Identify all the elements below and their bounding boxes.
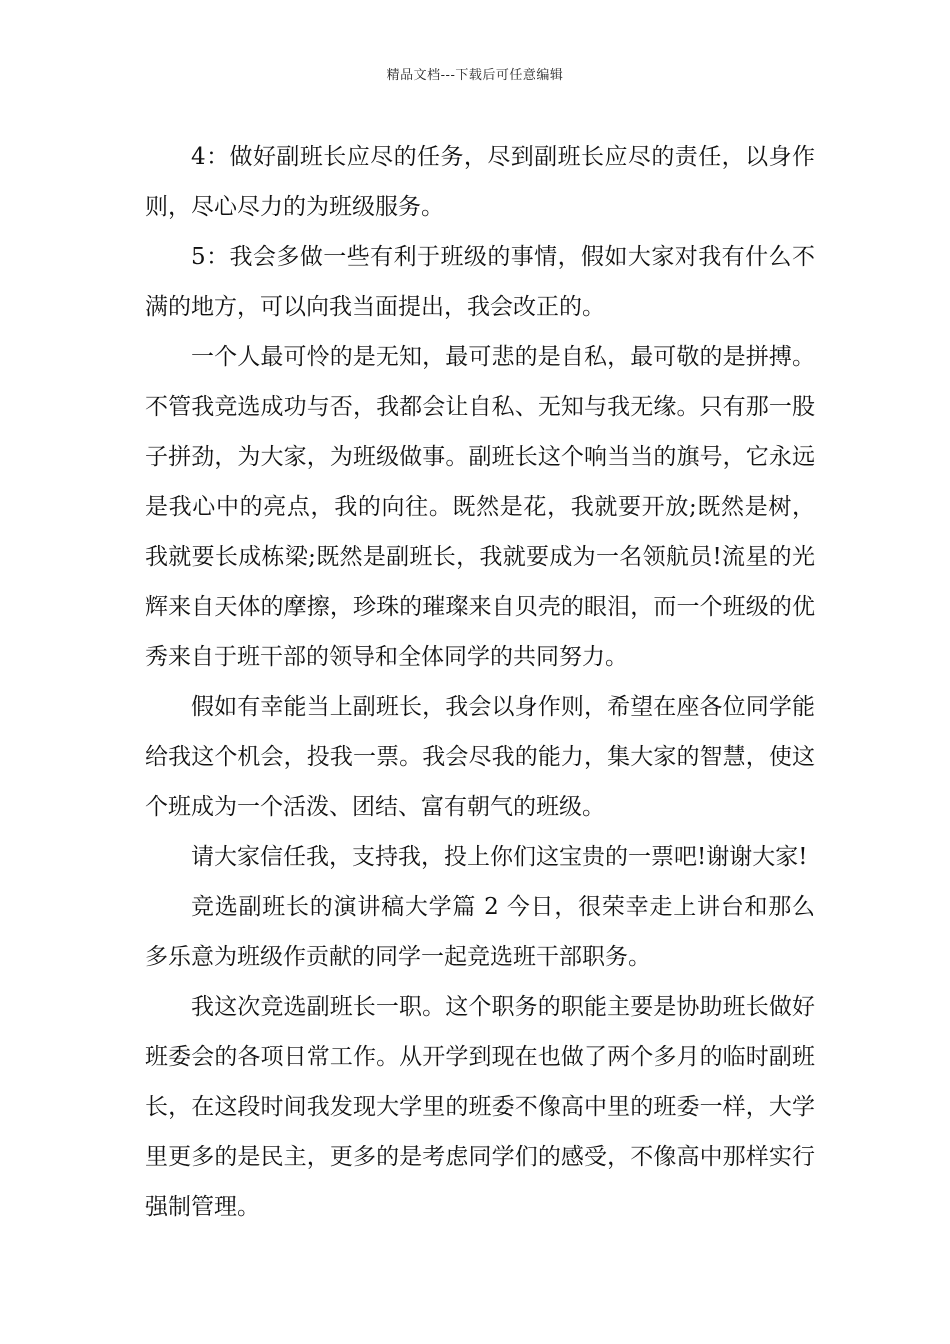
paragraph: 5：我会多做一些有利于班级的事情，假如大家对我有什么不满的地方，可以向我当面提出，我会改正的。 [145,244,815,320]
paragraph: 我这次竞选副班长一职。这个职务的职能主要是协助班长做好班委会的各项日常工作。从开学到现在也做了两个多月的临时副班长，在这段时间我发现大学里的班委不像高中里的班委一样，大学里更多的是民主，更多的是考虑同学们的感受，不像高中那样实行强制管理。 [145,994,815,1220]
paragraph: 竞选副班长的演讲稿大学篇 2 今日，很荣幸走上讲台和那么多乐意为班级作贡献的同学一起竞选班干部职务。 [145,894,815,970]
document-body [145,132,815,1232]
page-header: 精品文档---下载后可任意编辑 [386,68,564,83]
paragraph: 假如有幸能当上副班长，我会以身作则，希望在座各位同学能给我这个机会，投我一票。我会尽我的能力，集大家的智慧，使这个班成为一个活泼、团结、富有朝气的班级。 [145,694,815,820]
paragraph: 请大家信任我，支持我，投上你们这宝贵的一票吧!谢谢大家! [191,844,808,870]
paragraph: 一个人最可怜的是无知，最可悲的是自私，最可敬的是拼搏。不管我竞选成功与否，我都会让自私、无知与我无缘。只有那一股子拼劲，为大家，为班级做事。副班长这个响当当的旗号，它永远是我心中的亮点，我的向往。既然是花，我就要开放;既然是树，我就要长成栋梁;既然是副班长，我就要成为一名领航员!流星的光辉来自天体的摩擦，珍珠的璀璨来自贝壳的眼泪，而一个班级的优秀来自于班干部的领导和全体同学的共同努力。 [145,344,815,670]
paragraph: 4：做好副班长应尽的任务，尽到副班长应尽的责任，以身作则，尽心尽力的为班级服务。 [145,144,815,220]
